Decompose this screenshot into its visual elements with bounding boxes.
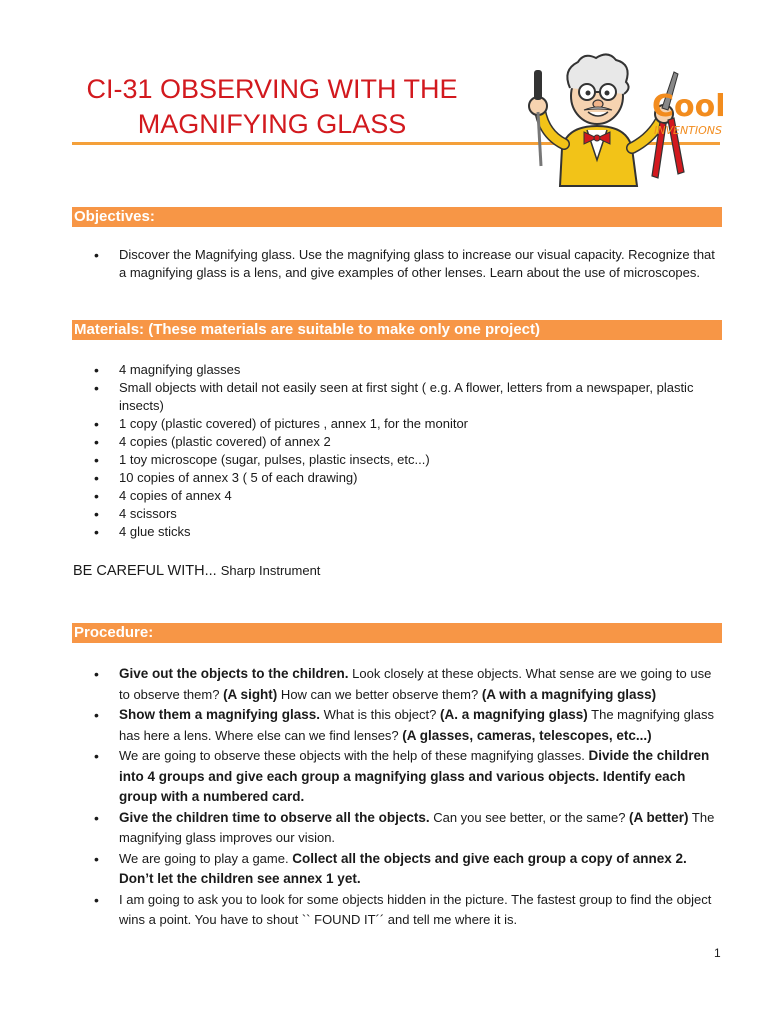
caution-label: BE CAREFUL WITH... (73, 563, 217, 579)
bold-text: Give out the objects to the children. (119, 666, 349, 681)
list-item: • 4 glue sticks (72, 523, 722, 541)
bold-text: (A. a magnifying glass) (440, 707, 588, 722)
list-item: • 1 toy microscope (sugar, pulses, plastic insects, etc...) (72, 451, 722, 469)
procedure-item (72, 890, 722, 931)
bold-text: (A with a magnifying glass) (481, 686, 657, 702)
caution-value: Sharp Instrument (220, 563, 321, 578)
text-run: Look closely at these objects. What sense are we going to use to observe them? (119, 666, 712, 702)
list-item: • 4 copies of annex 4 (72, 487, 722, 505)
text-run: The magnifying glass has here a lens. Where else can we find lenses? (119, 707, 714, 743)
objectives-list (72, 246, 722, 282)
list-item: • 4 magnifying glasses (72, 361, 722, 379)
bold-text: (A sight) (223, 686, 278, 702)
list-item: • 4 copies (plastic covered) of annex 2 (72, 433, 722, 451)
text-run: How can we better observe them? (277, 686, 482, 702)
text-run: I am going to ask you to look for some objects hidden in the picture. The fastest group to find the object wins a point. You have to shout `` FOUND IT´´ and tell me where it is. (119, 891, 712, 927)
procedure-list (72, 664, 722, 931)
list-item: • Small objects with detail not easily seen at first sight ( e.g. A flower, letters from a newspaper, plastic insects) (72, 379, 722, 415)
list-item: • 4 scissors (72, 505, 722, 523)
procedure-item (72, 808, 722, 849)
title-line-2: MAGNIFYING GLASS (137, 109, 407, 139)
bold-text: (A better) (629, 809, 689, 825)
page-title (72, 72, 472, 142)
page-number: 1 (714, 946, 721, 960)
text-run: The magnifying glass improves our vision. (119, 809, 715, 845)
list-item: • 1 copy (plastic covered) of pictures , annex 1, for the monitor (72, 415, 722, 433)
text-run: Can you see better, or the same? (429, 809, 630, 825)
materials-heading: Materials: (These materials are suitable to make only one project) (72, 320, 722, 340)
bold-text: Collect all the objects and give each group a copy of annex 2. Don’t let the children see annex 1 yet. (119, 850, 687, 886)
text-run: We are going to play a game. (119, 850, 293, 866)
materials-list (72, 361, 722, 541)
title-line-1: CI-31 OBSERVING WITH THE (86, 74, 458, 104)
procedure-item (72, 849, 722, 890)
bold-text: (A glasses, cameras, telescopes, etc...) (402, 727, 652, 743)
bold-text: Show them a magnifying glass. (119, 707, 321, 722)
procedure-heading: Procedure: (72, 623, 722, 643)
logo-word-cool: Cool (652, 89, 726, 124)
list-item: • Discover the Magnifying glass. Use the magnifying glass to increase our visual capacity. Recognize that a magnifying glass is a lens, and give examples of other lenses. Learn about the use of microscopes. (72, 246, 722, 282)
bold-text: Give the children time to observe all the objects. (119, 809, 430, 825)
cool-inventions-logo (492, 48, 732, 190)
text-run: What is this object? (320, 707, 440, 722)
text-run: We are going to observe these objects with the help of these magnifying glasses. (119, 748, 589, 763)
procedure-item (72, 664, 722, 705)
bold-text: Divide the children into 4 groups and give each group a magnifying glass and various objects. Identify each group with a numbered card. (119, 748, 710, 804)
procedure-item (72, 705, 722, 746)
logo-word-inventions: INVENTIONS (654, 124, 723, 137)
objectives-heading: Objectives: (72, 207, 722, 227)
list-item: • 10 copies of annex 3 ( 5 of each drawing) (72, 469, 722, 487)
caution-line (73, 563, 320, 579)
document-header (60, 38, 738, 188)
procedure-item (72, 746, 722, 808)
